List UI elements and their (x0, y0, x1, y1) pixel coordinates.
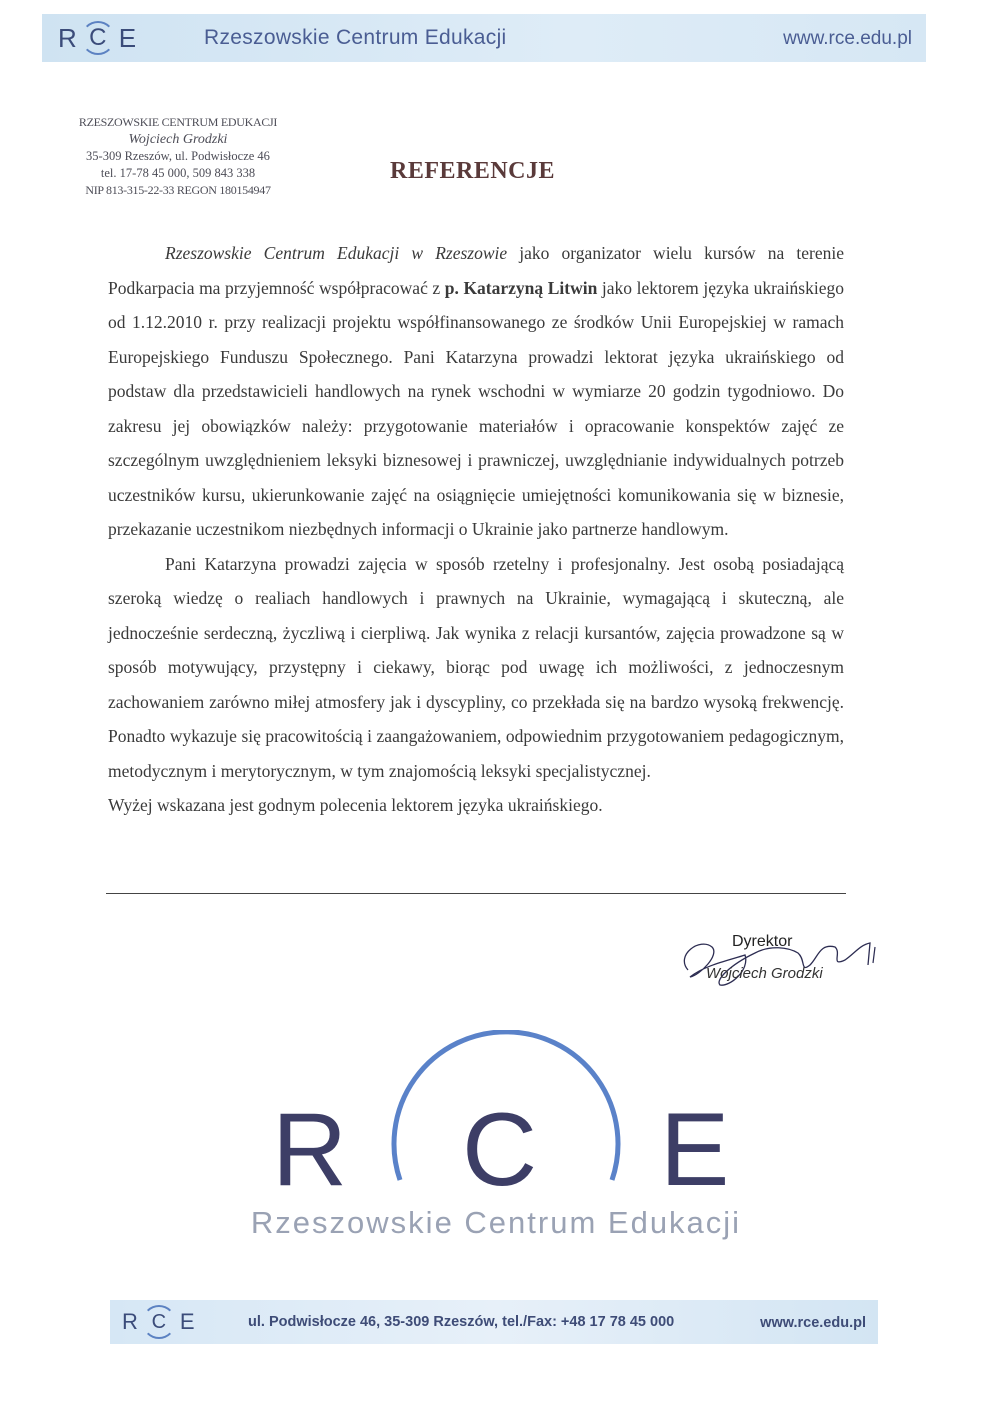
logo-letter-e: E (118, 22, 137, 53)
header-title: Rzeszowskie Centrum Edukacji (204, 26, 507, 49)
footer-logo-r: R (122, 1309, 138, 1334)
divider-line (106, 893, 846, 894)
signature-name: Wojciech Grodzki (706, 965, 823, 982)
footer-logo-e: E (179, 1309, 195, 1334)
teacher-name: p. Katarzyną Litwin (444, 277, 598, 298)
logo-letter-r: R (58, 22, 77, 53)
stamp-tax-ids: NIP 813-315-22-33 REGON 180154947 (85, 183, 271, 197)
document-heading: REFERENCJE (390, 158, 556, 184)
header-banner (42, 14, 926, 62)
stamp-person: Wojciech Grodzki (128, 132, 228, 147)
footer-logo (122, 1300, 195, 1344)
signature-block (670, 925, 890, 1000)
footer-url[interactable]: www.rce.edu.pl (760, 1315, 866, 1331)
logo-letter-c: C (81, 21, 115, 55)
paragraph-1 (108, 236, 844, 547)
logo-tagline: Rzeszowskie Centrum Edukacji (250, 1205, 742, 1240)
paragraph-1-part-b: jako lektorem języka ukraińskiego od 1.12.2010 r. przy realizacji projektu współfinansowanego ze środków Unii Europejskiej w ramach Europejskiego Funduszu Społecznego. Pani Katarzyna prowadzi lektorat języka ukraińskiego od podstaw dla przedstawicieli handlowych na rynek wschodni w wymiarze 20 godzin tygodniowo. Do zakresu jej obowiązków należy: przygotowanie materiałów i opracowanie konspektów zajęć ze szczególnym uwzględnieniem leksyki biznesowej i prawniczej, uwzględnianie indywidualnych potrzeb uczestników kursu, ukierunkowanie zajęć na osiągnięcie umiejętności komunikowania się w biznesie, przekazanie uczestnikom niezbędnych informacji o Ukrainie jako partnerze handlowym. (108, 277, 845, 539)
stamp-phone: tel. 17-78 45 000, 509 843 338 (100, 166, 256, 180)
signature-title: Dyrektor (732, 933, 793, 950)
paragraph-3: Wyżej wskazana jest godnym polecenia lektorem języka ukraińskiego. (108, 795, 603, 815)
rce-large-logo (260, 1030, 760, 1210)
footer-logo-c: C (142, 1305, 176, 1339)
header-url[interactable]: www.rce.edu.pl (783, 28, 912, 49)
logo-letter-e-large: E (660, 1092, 730, 1208)
company-stamp (70, 114, 286, 199)
paragraph-2: Pani Katarzyna prowadzi zajęcia w sposób rzetelny i profesjonalny. Jest osobą posiadającą szeroką wiedzę o realiach handlowych i prawnych na Ukrainie, wymagającą i skuteczną, ale jednocześnie serdeczną, życzliwą i cierpliwą. Jak wynika z relacji kursantów, zajęcia prowadzone są w sposób motywujący, przystępny i ciekawy, biorąc pod uwagę ich możliwości, z jednoczesnym zachowaniem zarówno miłej atmosfery jak i dyscypliny, co przekłada się na bardzo wysoką frekwencję. Ponadto wykazuje się pracowitością i zaangażowaniem, odpowiednim przygotowaniem pedagogicznym, metodycznym i merytorycznym, w tym znajomością leksyki specjalistycznej. (108, 553, 844, 781)
organization-name: Rzeszowskie Centrum Edukacji w Rzeszowie (165, 243, 508, 263)
stamp-company-name: RZESZOWSKIE CENTRUM EDUKACJI (78, 115, 278, 129)
paragraph-1-part-a: jako organizator wielu kursów na terenie Podkarpacia ma przyjemność współpracować z (108, 243, 844, 298)
footer-address: ul. Podwisłocze 46, 35-309 Rzeszów, tel./Fax: +48 17 78 45 000 (248, 1314, 675, 1330)
logo-letter-c-large: C (462, 1092, 538, 1208)
document-body (108, 236, 844, 823)
footer-banner (110, 1300, 878, 1344)
header-logo (58, 14, 136, 62)
stamp-address: 35-309 Rzeszów, ul. Podwisłocze 46 (86, 149, 270, 163)
logo-letter-r-large: R (272, 1092, 348, 1208)
